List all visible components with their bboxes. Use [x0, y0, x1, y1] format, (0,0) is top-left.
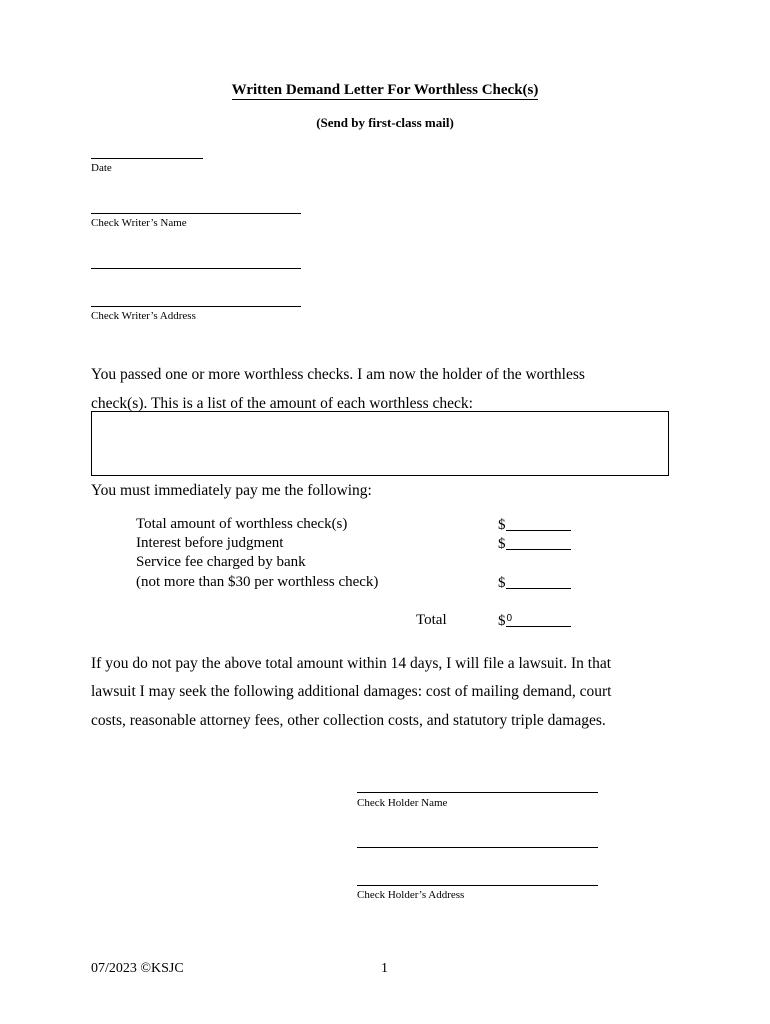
check-holder-address-label: Check Holder’s Address [357, 889, 465, 901]
check-writer-address-label: Check Writer’s Address [91, 310, 196, 322]
total-amount-value: 0 [506, 613, 513, 624]
check-amounts-textbox[interactable] [91, 411, 669, 476]
item-service-fee-note: (not more than $30 per worthless check) [136, 574, 379, 590]
check-holder-address-line-1[interactable] [357, 847, 598, 848]
intro-line-1: You passed one or more worthless checks. I am now the holder of the worthless [91, 366, 585, 383]
date-label: Date [91, 162, 112, 174]
intro-line-2: check(s). This is a list of the amount of each worthless check: [91, 395, 473, 412]
item-total-checks-label: Total amount of worthless check(s) [136, 516, 348, 532]
check-writer-name-line[interactable] [91, 213, 301, 214]
check-writer-address-line-2[interactable] [91, 306, 301, 307]
check-holder-name-label: Check Holder Name [357, 797, 448, 809]
check-writer-address-line-1[interactable] [91, 268, 301, 269]
pay-heading: You must immediately pay me the following: [91, 482, 372, 499]
lawsuit-line-3: costs, reasonable attorney fees, other collection costs, and statutory triple damages. [91, 712, 606, 729]
document-title: Written Demand Letter For Worthless Check(s) [231, 82, 539, 98]
total-label: Total [416, 612, 447, 628]
item-total-checks-amount[interactable]: $ [498, 516, 571, 534]
footer-page-number: 1 [381, 961, 388, 976]
check-writer-name-label: Check Writer’s Name [91, 217, 187, 229]
total-amount-field[interactable]: $ 0 [498, 612, 571, 630]
footer-revision: 07/2023 ©KSJC [91, 961, 184, 976]
date-field-line[interactable] [91, 158, 203, 159]
check-holder-name-line[interactable] [357, 792, 598, 793]
item-service-fee-amount[interactable]: $ [498, 574, 571, 592]
lawsuit-line-2: lawsuit I may seek the following additional damages: cost of mailing demand, court [91, 683, 612, 700]
document-subtitle: (Send by first-class mail) [316, 115, 454, 130]
item-interest-amount[interactable]: $ [498, 535, 571, 553]
lawsuit-line-1: If you do not pay the above total amount within 14 days, I will file a lawsuit. In that [91, 655, 612, 672]
item-service-fee-label: Service fee charged by bank [136, 554, 306, 570]
item-interest-label: Interest before judgment [136, 535, 284, 551]
check-holder-address-line-2[interactable] [357, 885, 598, 886]
